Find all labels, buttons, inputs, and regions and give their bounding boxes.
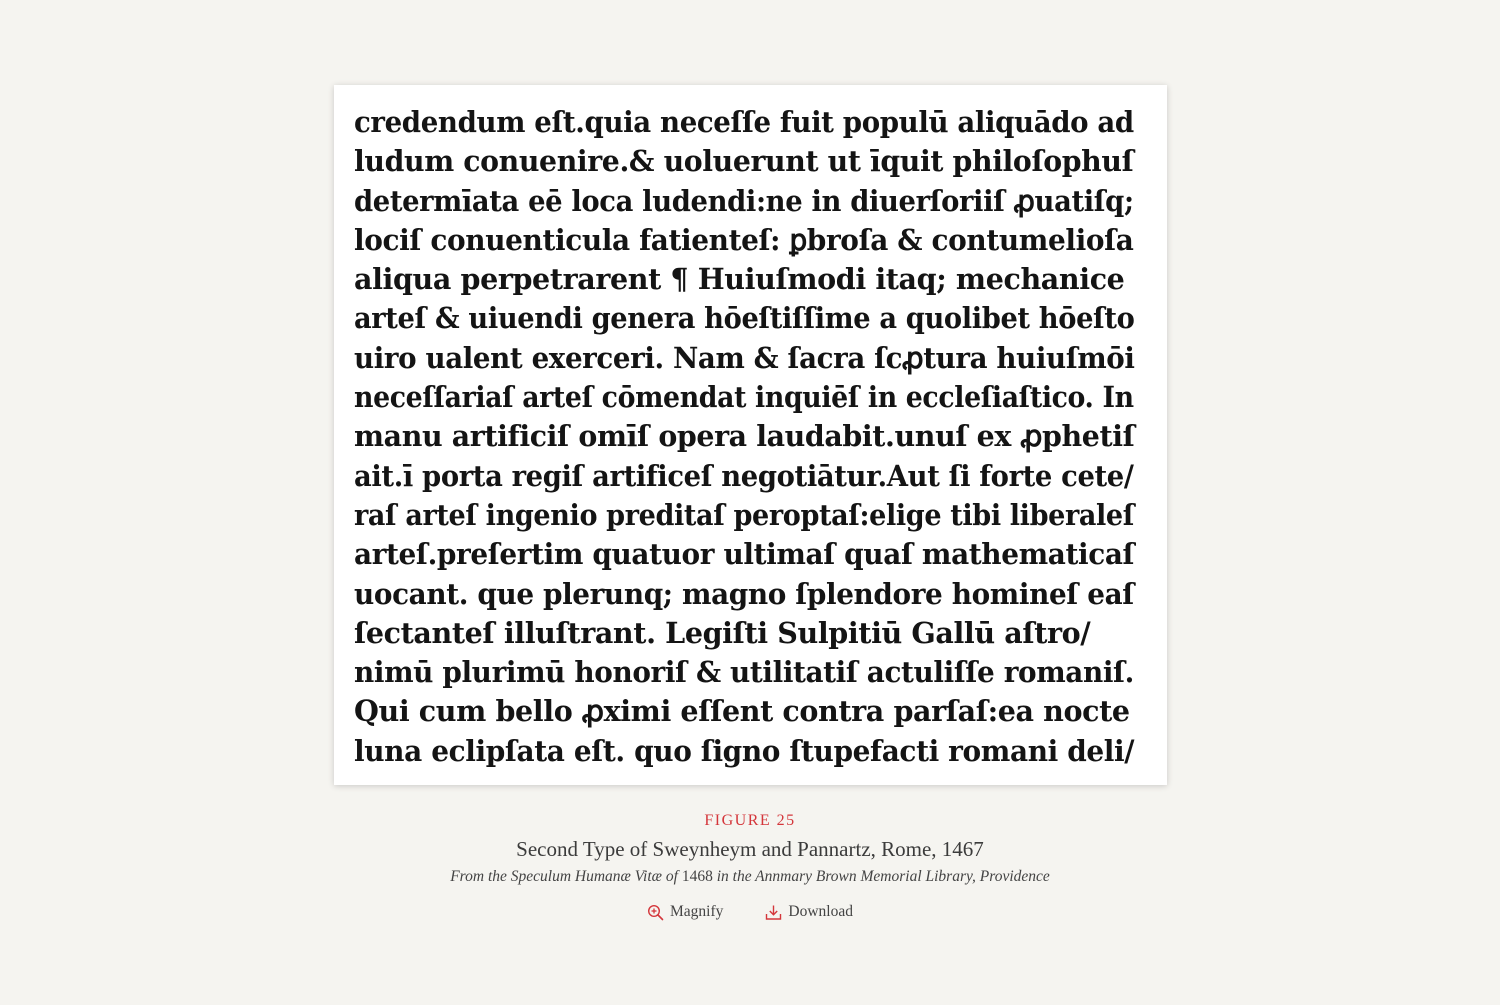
specimen-line: raſ arteſ ingenio preditaſ peroptaſ:elige tibi liberaleſ xyxy=(354,497,1135,532)
specimen-line: manu artificiſ omīſ opera laudabit.unuſ ex ꝓphetiſ xyxy=(354,419,1135,454)
figure-label: FIGURE 25 xyxy=(704,812,796,829)
specimen-line: lociſ conuenticula fatienteſ: ꝑbroſa & contumelioſa xyxy=(354,222,1134,257)
source-suffix: in the Annmary Brown Memorial Library, Providence xyxy=(712,868,1050,885)
specimen-line: uocant. que plerunq; magno ſplendore homineſ eaſ xyxy=(354,576,1134,611)
specimen-line: neceſſariaſ arteſ cōmendat inquiēſ in eccleſiaſtico. In xyxy=(354,380,1134,415)
specimen-line: credendum eſt.quia neceſſe fuit populū aliquādo ad xyxy=(354,105,1134,139)
source-year: 1468 xyxy=(681,868,713,885)
specimen-line: arteſ.preſertim quatuor ultimaſ quaſ mathematicaſ xyxy=(354,537,1135,572)
magnify-button[interactable] xyxy=(647,903,723,921)
specimen-line: ſectanteſ illuſtrant. Legiſti Sulpitiū Gallū aſtro/ xyxy=(354,615,1091,650)
type-specimen-text xyxy=(354,103,1147,771)
specimen-line: aliqua perpetrarent ¶ Huiuſmodi itaq; mechanice xyxy=(354,262,1125,297)
specimen-line: ludum conuenire.& uoluerunt ut īquit philoſophuſ xyxy=(354,144,1134,179)
specimen-line: luna eclipſata eſt. quo ſigno ſtupefacti romani deli/ xyxy=(354,733,1135,768)
specimen-line: nimū plurimū honoriſ & utilitatiſ actuliſſe romaniſ. xyxy=(354,655,1134,690)
figure-source xyxy=(0,868,1500,886)
specimen-line: ait.ī porta regiſ artificeſ negotiātur.Aut ſi forte cete/ xyxy=(354,458,1134,493)
download-label: Download xyxy=(788,903,853,920)
specimen-line: determīata eē loca ludendi:ne in diuerſoriiſ ꝓuatiſq; xyxy=(354,183,1134,218)
figure-actions xyxy=(0,903,1500,921)
specimen-line: arteſ & uiuendi genera hōeſtiſſime a quolibet hōeſto xyxy=(354,301,1135,336)
magnify-icon xyxy=(647,904,664,921)
specimen-line: uiro ualent exerceri. Nam & ſacra ſcꝓtura huiuſmōi xyxy=(354,340,1135,375)
download-icon xyxy=(765,904,782,921)
specimen-line: Qui cum bello ꝓximi eſſent contra parſaſ:ea nocte xyxy=(354,694,1130,729)
download-button[interactable] xyxy=(765,903,853,921)
figure-title: Second Type of Sweynheym and Pannartz, Rome, 1467 xyxy=(516,837,984,861)
magnify-label: Magnify xyxy=(670,903,724,920)
source-prefix: From the Speculum Humanæ Vitæ of xyxy=(450,868,682,885)
figure-image xyxy=(334,85,1167,785)
